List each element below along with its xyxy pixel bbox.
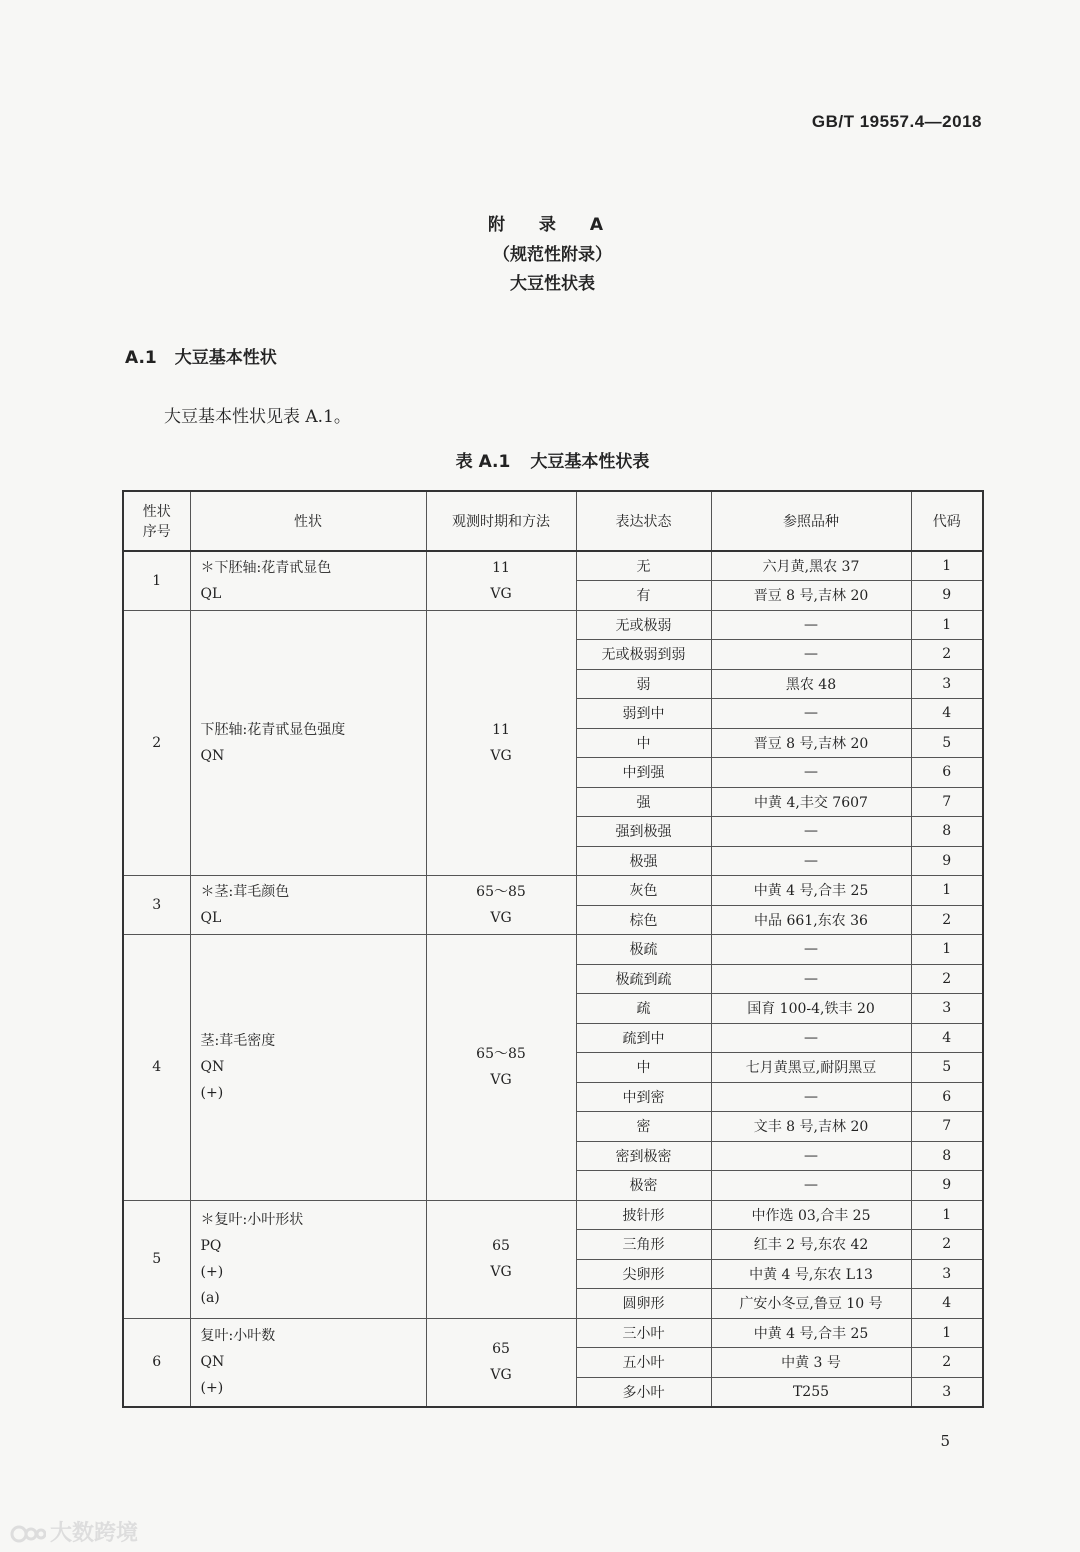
section-body: 大豆基本性状见表 A.1。 [164,407,351,427]
expression-state-cell: 密 [576,1112,711,1142]
observation-line: 65 [492,1238,510,1254]
header-observation: 观测时期和方法 [426,491,576,551]
reference-variety-cell: 国育 100-4,铁丰 20 [711,994,911,1024]
observation-line: 11 [492,559,510,576]
expression-state-cell: 密到极密 [576,1141,711,1171]
trait-line: ＊复叶:小叶形状 [200,1212,304,1228]
code-cell: 9 [911,581,983,611]
trait-line: ＊茎:茸毛颜色 [200,884,290,900]
trait-line: ＊下胚轴:花青甙显色 [200,559,332,576]
expression-state-cell: 极强 [576,846,711,876]
trait-line: (+) [200,1264,224,1280]
code-cell: 2 [911,905,983,935]
code-cell: 2 [911,1348,983,1378]
reference-variety-cell: 七月黄黑豆,耐阴黑豆 [711,1053,911,1083]
header-seq-line2: 序号 [142,524,171,540]
trait-line: (a) [200,1290,220,1306]
header-expression: 表达状态 [576,491,711,551]
code-cell: 1 [911,1318,983,1348]
reference-variety-cell: — [711,846,911,876]
reference-variety-cell: 中黄 4 号,合丰 25 [711,876,911,906]
reference-variety-cell: 中黄 4,丰交 7607 [711,787,911,817]
expression-state-cell: 无 [576,551,711,581]
observation-cell [426,1318,576,1407]
observation-line: VG [490,910,512,926]
observation-line: 65～85 [476,884,526,900]
trait-seq-cell: 2 [123,610,190,876]
expression-state-cell: 尖卵形 [576,1259,711,1289]
expression-state-cell: 强 [576,787,711,817]
trait-name-cell [190,1200,426,1318]
expression-state-cell: 灰色 [576,876,711,906]
trait-name-cell [190,610,426,876]
reference-variety-cell: 红丰 2 号,东农 42 [711,1230,911,1260]
watermark-text: 大数跨境 [50,1521,139,1546]
table-row [123,876,983,906]
trait-line: 茎:茸毛密度 [200,1033,276,1050]
table-row [123,551,983,581]
table-row [123,610,983,640]
code-cell: 1 [911,610,983,640]
code-cell: 4 [911,1023,983,1053]
code-cell: 7 [911,1112,983,1142]
reference-variety-cell: 中黄 4 号,合丰 25 [711,1318,911,1348]
observation-line: 11 [492,721,510,738]
trait-line: 下胚轴:花青甙显色强度 [200,721,346,738]
traits-table [122,490,984,1408]
reference-variety-cell: 中黄 3 号 [711,1348,911,1378]
table-row [123,1200,983,1230]
reference-variety-cell: 中黄 4 号,东农 L13 [711,1259,911,1289]
expression-state-cell: 无或极弱 [576,610,711,640]
code-cell: 5 [911,1053,983,1083]
section-heading [125,343,277,368]
reference-variety-cell: 黑农 48 [711,669,911,699]
header-seq-line1: 性状 [142,504,171,520]
code-cell: 4 [911,1289,983,1319]
expression-state-cell: 圆卵形 [576,1289,711,1319]
expression-state-cell: 强到极强 [576,817,711,847]
code-cell: 8 [911,1141,983,1171]
observation-cell [426,551,576,610]
code-cell: 9 [911,1171,983,1201]
table-caption [0,447,1080,472]
expression-state-cell: 弱到中 [576,699,711,729]
code-cell: 5 [911,728,983,758]
code-cell: 2 [911,1230,983,1260]
trait-name-cell [190,1318,426,1407]
reference-variety-cell: — [711,935,911,965]
reference-variety-cell: 六月黄,黑农 37 [711,551,911,581]
code-cell: 1 [911,935,983,965]
reference-variety-cell: 中品 661,东农 36 [711,905,911,935]
trait-name-cell [190,935,426,1201]
reference-variety-cell: 晋豆 8 号,吉林 20 [711,728,911,758]
expression-state-cell: 极疏 [576,935,711,965]
table-header-row [123,491,983,551]
expression-state-cell: 有 [576,581,711,611]
observation-line: VG [490,1264,512,1280]
trait-line: (+) [200,1085,224,1102]
code-cell: 2 [911,964,983,994]
code-cell: 8 [911,817,983,847]
code-cell: 6 [911,758,983,788]
observation-line: VG [490,1367,512,1383]
trait-line: QL [200,910,222,926]
reference-variety-cell: — [711,758,911,788]
reference-variety-cell: 晋豆 8 号,吉林 20 [711,581,911,611]
reference-variety-cell: — [711,610,911,640]
trait-line: QN [200,747,225,764]
expression-state-cell: 疏到中 [576,1023,711,1053]
table-caption-number: 表 A.1 [455,452,511,472]
trait-line: 复叶:小叶数 [200,1328,276,1344]
table-caption-title: 大豆基本性状表 [530,452,650,472]
page-number: 5 [940,1432,950,1450]
reference-variety-cell: — [711,1141,911,1171]
expression-state-cell: 多小叶 [576,1377,711,1407]
code-cell: 2 [911,640,983,670]
observation-line: 65 [492,1341,510,1357]
watermark [10,1516,138,1547]
table-body [123,551,983,1407]
trait-line: QN [200,1354,225,1370]
expression-state-cell: 中到强 [576,758,711,788]
code-cell: 6 [911,1082,983,1112]
observation-cell [426,935,576,1201]
trait-seq-cell: 4 [123,935,190,1201]
watermark-logo-icon [10,1523,46,1545]
trait-name-cell [190,876,426,935]
reference-variety-cell: — [711,1023,911,1053]
reference-variety-cell: 文丰 8 号,吉林 20 [711,1112,911,1142]
trait-name-cell [190,551,426,610]
annex-name: 大豆性状表 [510,274,595,294]
expression-state-cell: 三小叶 [576,1318,711,1348]
trait-line: QN [200,1059,225,1076]
observation-line: VG [490,585,512,602]
expression-state-cell: 中 [576,1053,711,1083]
expression-state-cell: 极密 [576,1171,711,1201]
reference-variety-cell: — [711,817,911,847]
expression-state-cell: 五小叶 [576,1348,711,1378]
expression-state-cell: 疏 [576,994,711,1024]
reference-variety-cell: — [711,699,911,729]
trait-line: (+) [200,1380,224,1396]
header-seq [123,491,190,551]
code-cell: 9 [911,846,983,876]
observation-cell [426,876,576,935]
code-cell: 1 [911,1200,983,1230]
trait-seq-cell: 3 [123,876,190,935]
code-cell: 3 [911,1259,983,1289]
expression-state-cell: 中 [576,728,711,758]
code-cell: 1 [911,551,983,581]
observation-cell [426,610,576,876]
observation-cell [426,1200,576,1318]
expression-state-cell: 无或极弱到弱 [576,640,711,670]
trait-line: PQ [200,1238,222,1254]
code-cell: 7 [911,787,983,817]
code-cell: 3 [911,669,983,699]
expression-state-cell: 极疏到疏 [576,964,711,994]
code-cell: 1 [911,876,983,906]
reference-variety-cell: 中作选 03,合丰 25 [711,1200,911,1230]
expression-state-cell: 披针形 [576,1200,711,1230]
trait-seq-cell: 6 [123,1318,190,1407]
table-row [123,935,983,965]
expression-state-cell: 三角形 [576,1230,711,1260]
reference-variety-cell: — [711,1082,911,1112]
header-trait: 性状 [190,491,426,551]
reference-variety-cell: — [711,640,911,670]
reference-variety-cell: — [711,964,911,994]
code-cell: 3 [911,994,983,1024]
annex-subtitle: （规范性附录） [493,245,612,265]
observation-line: VG [490,747,512,764]
observation-line: VG [490,1072,512,1089]
reference-variety-cell: 广安小冬豆,鲁豆 10 号 [711,1289,911,1319]
reference-variety-cell: — [711,1171,911,1201]
annex-title: 附 录 A [488,215,617,235]
standard-code: GB/T 19557.4—2018 [811,112,982,131]
section-number: A.1 [125,348,157,368]
header-reference: 参照品种 [711,491,911,551]
trait-seq-cell: 1 [123,551,190,610]
observation-line: 65～85 [476,1046,526,1063]
expression-state-cell: 弱 [576,669,711,699]
trait-seq-cell: 5 [123,1200,190,1318]
code-cell: 3 [911,1377,983,1407]
expression-state-cell: 中到密 [576,1082,711,1112]
expression-state-cell: 棕色 [576,905,711,935]
reference-variety-cell: T255 [711,1377,911,1407]
section-title: 大豆基本性状 [174,348,277,368]
header-code: 代码 [911,491,983,551]
table-row [123,1318,983,1348]
code-cell: 4 [911,699,983,729]
trait-line: QL [200,585,222,602]
